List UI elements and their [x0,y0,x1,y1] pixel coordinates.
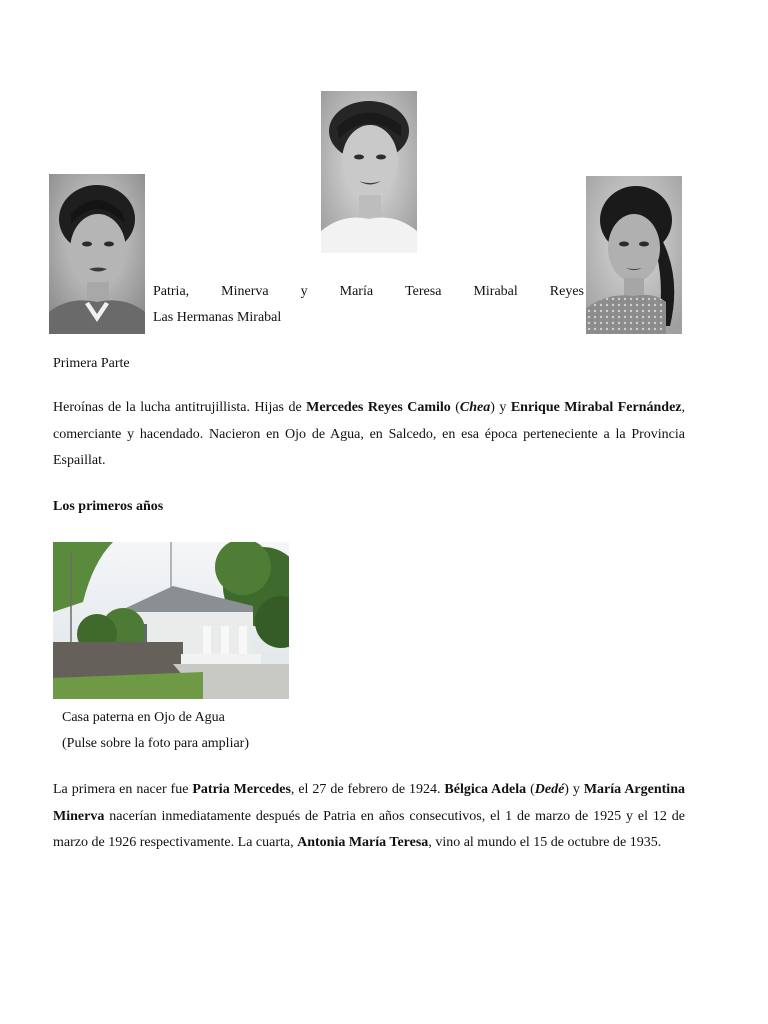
section-title: Primera Parte [53,356,130,371]
births-text: ) y [564,782,584,797]
portrait-maria-teresa-icon [586,176,682,334]
births-text: La primera en nacer fue [53,782,193,797]
section-subheading: Los primeros años [53,499,164,514]
caption-word: Minerva [221,284,269,299]
portrait-minerva-icon [321,91,417,253]
births-paragraph [53,777,685,857]
intro-text: , comerciante y hacendado. Nacieron en Ojo de Agua, en Salcedo, en esa época perteneciente a la Provincia Espaillat. [53,400,685,468]
house-caption-line: Casa paterna en Ojo de Agua [62,710,225,725]
births-bold-name: María Argentina Minerva [53,782,685,824]
caption-word: Patria, [153,284,190,299]
intro-paragraph [53,395,685,475]
intro-text: Heroínas de la lucha antitrujillista. Hijas de [53,400,307,415]
births-text: , el 27 de febrero de 1924. [290,782,445,797]
caption-word: Mirabal [473,284,518,299]
caption-word: María [339,284,374,299]
caption-word: y [300,284,308,299]
births-nickname: Dedé [534,782,565,797]
intro-text: ) y [490,400,511,415]
intro-bold-mother: Mercedes Reyes Camilo [306,400,451,415]
caption-word: Teresa [405,284,442,299]
intro-bold-father: Enrique Mirabal Fernández [510,400,682,415]
births-bold-name: Patria Mercedes [192,782,291,797]
births-bold-name: Antonia María Teresa [297,835,429,850]
intro-nickname: Chea [459,400,491,415]
intro-text: ( [450,400,460,415]
births-text: , vino al mundo el 15 de octubre de 1935. [428,835,662,850]
births-text: ( [526,782,535,797]
house-photo-icon[interactable] [53,542,289,699]
caption-word: Reyes [549,284,584,299]
births-text: nacerían inmediatamente después de Patria en años consecutivos, el 1 de marzo de 1925 y el 12 de marzo de 1926 respectivamente. La cuarta, [53,808,685,850]
portrait-caption [153,283,584,301]
portrait-patria-icon [49,174,145,334]
page-subtitle: Las Hermanas Mirabal [153,310,282,325]
house-caption-hint: (Pulse sobre la foto para ampliar) [62,736,249,751]
births-bold-name: Bélgica Adela [444,782,527,797]
